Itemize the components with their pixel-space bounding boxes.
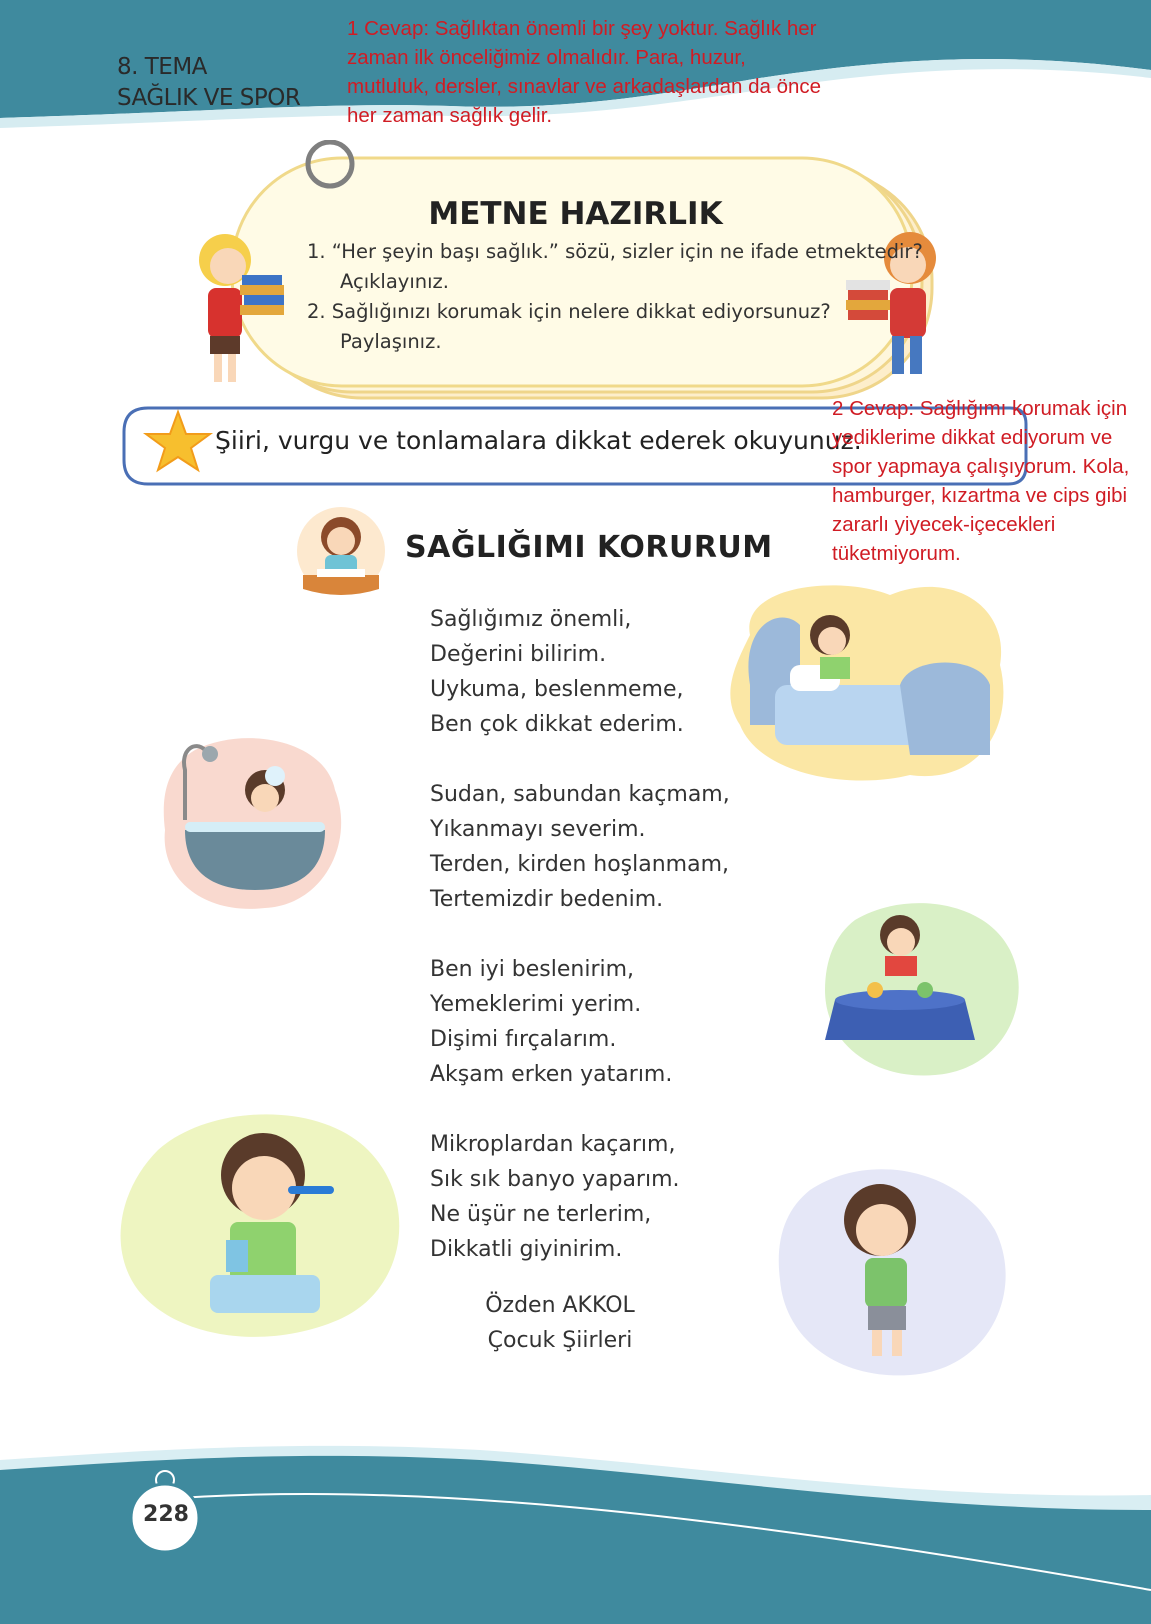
answer-2: [832, 394, 1129, 568]
poem-line: Yemeklerimi yerim.: [430, 992, 642, 1017]
answer-1-line: zaman ilk önceliğimiz olmalıdır. Para, huzur,: [347, 46, 746, 69]
poem-line: Ne üşür ne terlerim,: [430, 1202, 652, 1227]
poem-source: Çocuk Şiirleri: [487, 1328, 633, 1353]
kid-brushing-teeth-icon: [118, 1100, 410, 1345]
answer-2-line: hamburger, kızartma ve cips gibi: [832, 484, 1128, 507]
kid-eating-meal-icon: [815, 890, 1030, 1085]
prep-question-2-cont: Paylaşınız.: [340, 330, 442, 353]
theme-title: SAĞLIK VE SPOR: [117, 85, 301, 111]
poem-line: Sağlığımız önemli,: [430, 607, 632, 632]
reading-instruction: Şiiri, vurgu ve tonlamalara dikkat ederek okuyunuz.: [215, 426, 862, 455]
prep-question-2: 2. Sağlığınızı korumak için nelere dikkat ediyorsunuz?: [307, 300, 831, 323]
answer-2-line: 2 Cevap: Sağlığımı korumak için: [832, 397, 1128, 420]
poem-line: Sık sık banyo yaparım.: [430, 1167, 680, 1192]
answer-2-line: yediklerime dikkat ediyorum ve: [832, 426, 1113, 449]
poem-body: [430, 602, 730, 1302]
poem-stanza: [430, 1127, 730, 1267]
answer-1-line: 1 Cevap: Sağlıktan önemli bir şey yoktur. Sağlık her: [347, 17, 817, 40]
answer-1: [347, 14, 821, 130]
kid-waking-in-bed-icon: [720, 575, 1020, 790]
theme-heading: [117, 52, 300, 114]
prep-card-title: METNE HAZIRLIK: [428, 196, 723, 232]
poem-line: Değerini bilirim.: [430, 642, 607, 667]
poem-line: Tertemizdir bedenim.: [430, 887, 664, 912]
poem-line: Mikroplardan kaçarım,: [430, 1132, 676, 1157]
page-number: 228: [143, 1502, 189, 1527]
poem-attribution: [430, 1288, 690, 1358]
answer-2-line: zararlı yiyecek-içecekleri: [832, 513, 1056, 536]
prep-card-frame: [180, 140, 970, 410]
prep-question-1: 1. “Her şeyin başı sağlık.” sözü, sizler için ne ifade etmektedir?: [307, 240, 923, 263]
kid-getting-dressed-icon: [770, 1150, 1020, 1380]
poem-line: Dişimi fırçalarım.: [430, 1027, 617, 1052]
poem-stanza: [430, 777, 730, 917]
answer-1-line: mutluluk, dersler, sınavlar ve arkadaşlardan da önce: [347, 75, 822, 98]
poem-line: Akşam erken yatarım.: [430, 1062, 673, 1087]
poem-line: Ben iyi beslenirim,: [430, 957, 635, 982]
poem-line: Sudan, sabundan kaçmam,: [430, 782, 730, 807]
poem-stanza: [430, 602, 730, 742]
poem-line: Terden, kirden hoşlanmam,: [430, 852, 730, 877]
poem-title: SAĞLIĞIMI KORURUM: [405, 530, 773, 565]
prep-question-1-cont: Açıklayınız.: [340, 270, 449, 293]
kid-in-bath-icon: [155, 730, 355, 915]
poem-line: Dikkatli giyinirim.: [430, 1237, 623, 1262]
answer-2-line: spor yapmaya çalışıyorum. Kola,: [832, 455, 1130, 478]
poem-stanza: [430, 952, 730, 1092]
theme-number: 8. TEMA: [117, 54, 207, 80]
poem-author: Özden AKKOL: [485, 1293, 635, 1318]
reading-girl-icon: [295, 505, 387, 597]
poem-line: Ben çok dikkat ederim.: [430, 712, 684, 737]
answer-1-line: her zaman sağlık gelir.: [347, 104, 553, 127]
poem-line: Uykuma, beslenmeme,: [430, 677, 684, 702]
poem-line: Yıkanmayı severim.: [430, 817, 646, 842]
answer-2-line: tüketmiyorum.: [832, 542, 961, 565]
